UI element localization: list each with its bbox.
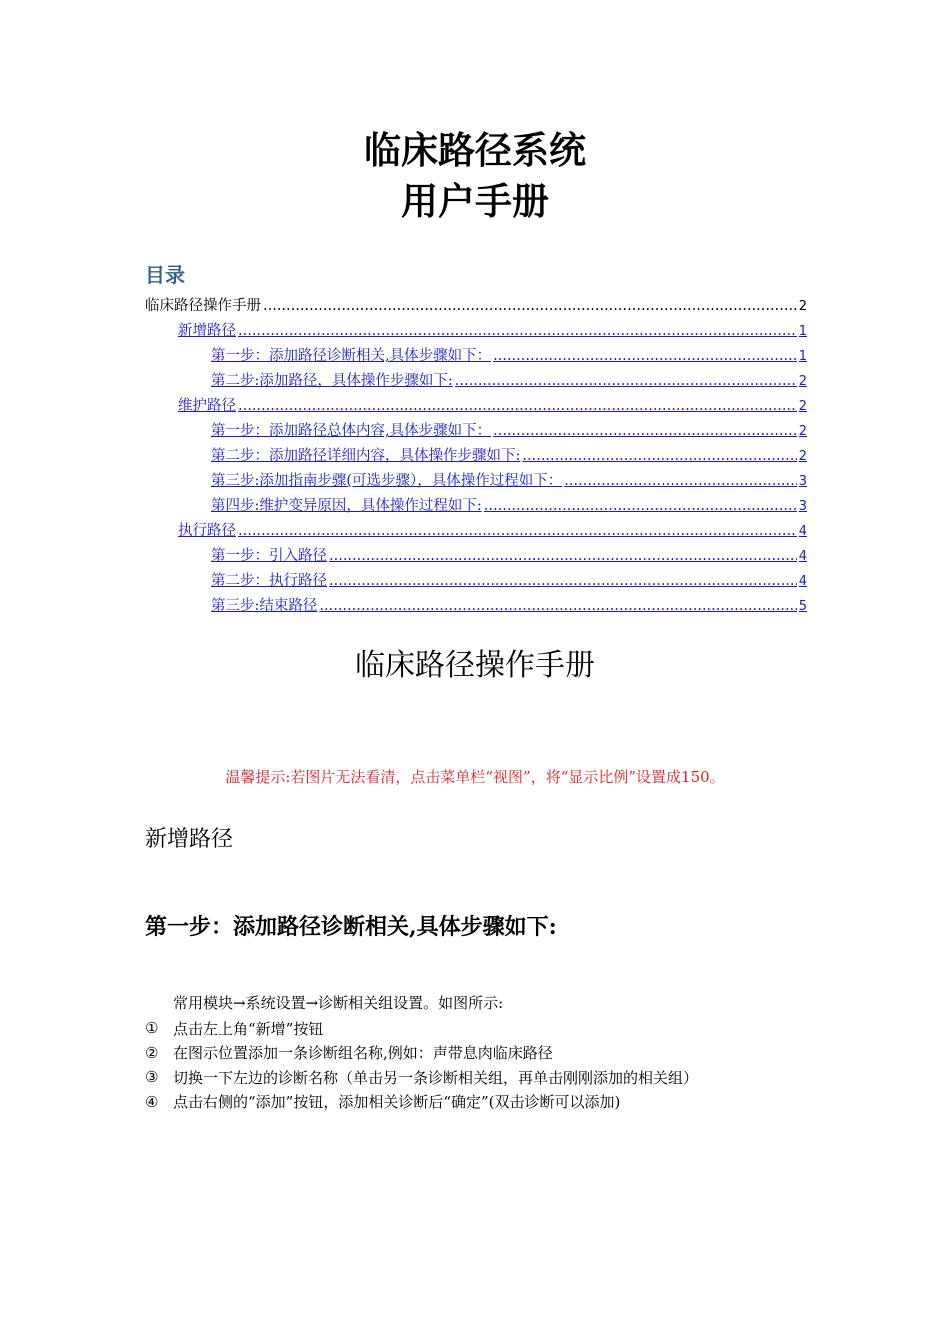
toc-leader-dots [493,347,797,366]
toc-entry-label: 第三步:添加指南步骤(可选步骤），具体操作过程如下： [211,473,563,489]
toc-entry-page: 2 [798,449,807,464]
toc-entry-label: 第二步：添加路径详细内容，具体操作步骤如下: [211,448,521,464]
cover-title-line2: 用户手册 [401,180,549,223]
toc-entry-label: 新增路径 [178,323,236,339]
toc-entry-page: 4 [798,574,807,589]
toc-entry-page: 2 [798,424,807,439]
step-text: 在图示位置添加一条诊断组名称,例如：声带息肉临床路径 [173,1044,553,1063]
toc-entry-label: 第一步：添加路径诊断相关,具体步骤如下： [211,348,492,364]
tip-text: 温馨提示:若图片无法看清，点击菜单栏“视图”，将“显示比例”设置成150。 [225,768,725,786]
toc-entry[interactable] [145,516,807,541]
step-number-mark: ③ [145,1068,159,1087]
toc-entry-page: 5 [798,599,807,614]
toc-entry-page: 1 [798,324,807,339]
toc-entry[interactable] [145,541,807,566]
step-number-mark: ① [145,1019,159,1038]
toc-entry-label: 第二步:添加路径，具体操作步骤如下: [211,373,453,389]
toc-leader-dots [263,297,797,316]
toc-entry-label: 维护路径 [178,398,236,414]
list-item [145,1065,698,1090]
toc-leader-dots [238,397,797,416]
menu-path-text: 常用模块→系统设置→诊断相关组设置。如图所示: [173,994,504,1012]
toc-entry[interactable] [145,366,807,391]
toc-entry[interactable] [145,466,807,491]
toc-entry-page: 3 [798,499,807,514]
heading-step-one: 第一步：添加路径诊断相关,具体步骤如下: [145,914,557,940]
toc-entry-page: 4 [798,549,807,564]
step-text: 点击左上角“新增”按钮 [173,1019,324,1038]
step-list [145,1016,698,1114]
toc-entry-page: 1 [798,349,807,364]
toc-entry-page: 2 [798,399,807,414]
toc-entry-label: 第四步:维护变异原因，具体操作过程如下: [211,498,482,514]
toc-entry[interactable] [145,491,807,516]
toc-entry [145,291,807,316]
toc-entry[interactable] [145,316,807,341]
toc-entry-page: 4 [798,524,807,539]
list-item [145,1090,698,1115]
toc-leader-dots [238,522,797,541]
toc-leader-dots [564,472,796,491]
toc-entry-label: 临床路径操作手册 [145,298,261,314]
section-title: 临床路径操作手册 [355,648,595,683]
toc-leader-dots [238,322,797,341]
toc-entry[interactable] [145,341,807,366]
toc-leader-dots [329,572,797,591]
toc-entry[interactable] [145,591,807,616]
toc-leader-dots [493,422,797,441]
toc-entry-label: 第二步：执行路径 [211,573,327,589]
toc-entry-label: 第三步:结束路径 [211,598,318,614]
list-item [145,1041,698,1066]
list-item [145,1016,698,1041]
toc-heading: 目录 [145,263,185,287]
toc-entry-label: 第一步：引入路径 [211,548,327,564]
step-text: 点击右侧的“添加”按钮，添加相关诊断后“确定”(双击诊断可以添加) [173,1093,621,1112]
toc-leader-dots [522,447,796,466]
toc-leader-dots [329,547,797,566]
toc-entry-page: 3 [798,474,807,489]
table-of-contents [145,291,807,616]
toc-entry-page: 2 [798,299,807,314]
toc-entry-page: 2 [798,374,807,389]
toc-leader-dots [319,597,796,616]
step-number-mark: ④ [145,1092,159,1111]
toc-entry[interactable] [145,441,807,466]
toc-leader-dots [484,497,797,516]
toc-entry[interactable] [145,566,807,591]
toc-entry-label: 执行路径 [178,523,236,539]
heading-new-path: 新增路径 [145,827,234,852]
cover-title-line1: 临床路径系统 [364,129,586,172]
toc-entry[interactable] [145,391,807,416]
step-number-mark: ② [145,1043,159,1062]
toc-leader-dots [455,372,797,391]
step-text: 切换一下左边的诊断名称（单击另一条诊断相关组，再单击刚刚添加的相关组） [173,1068,699,1087]
toc-entry-label: 第一步：添加路径总体内容,具体步骤如下： [211,423,492,439]
toc-entry[interactable] [145,416,807,441]
